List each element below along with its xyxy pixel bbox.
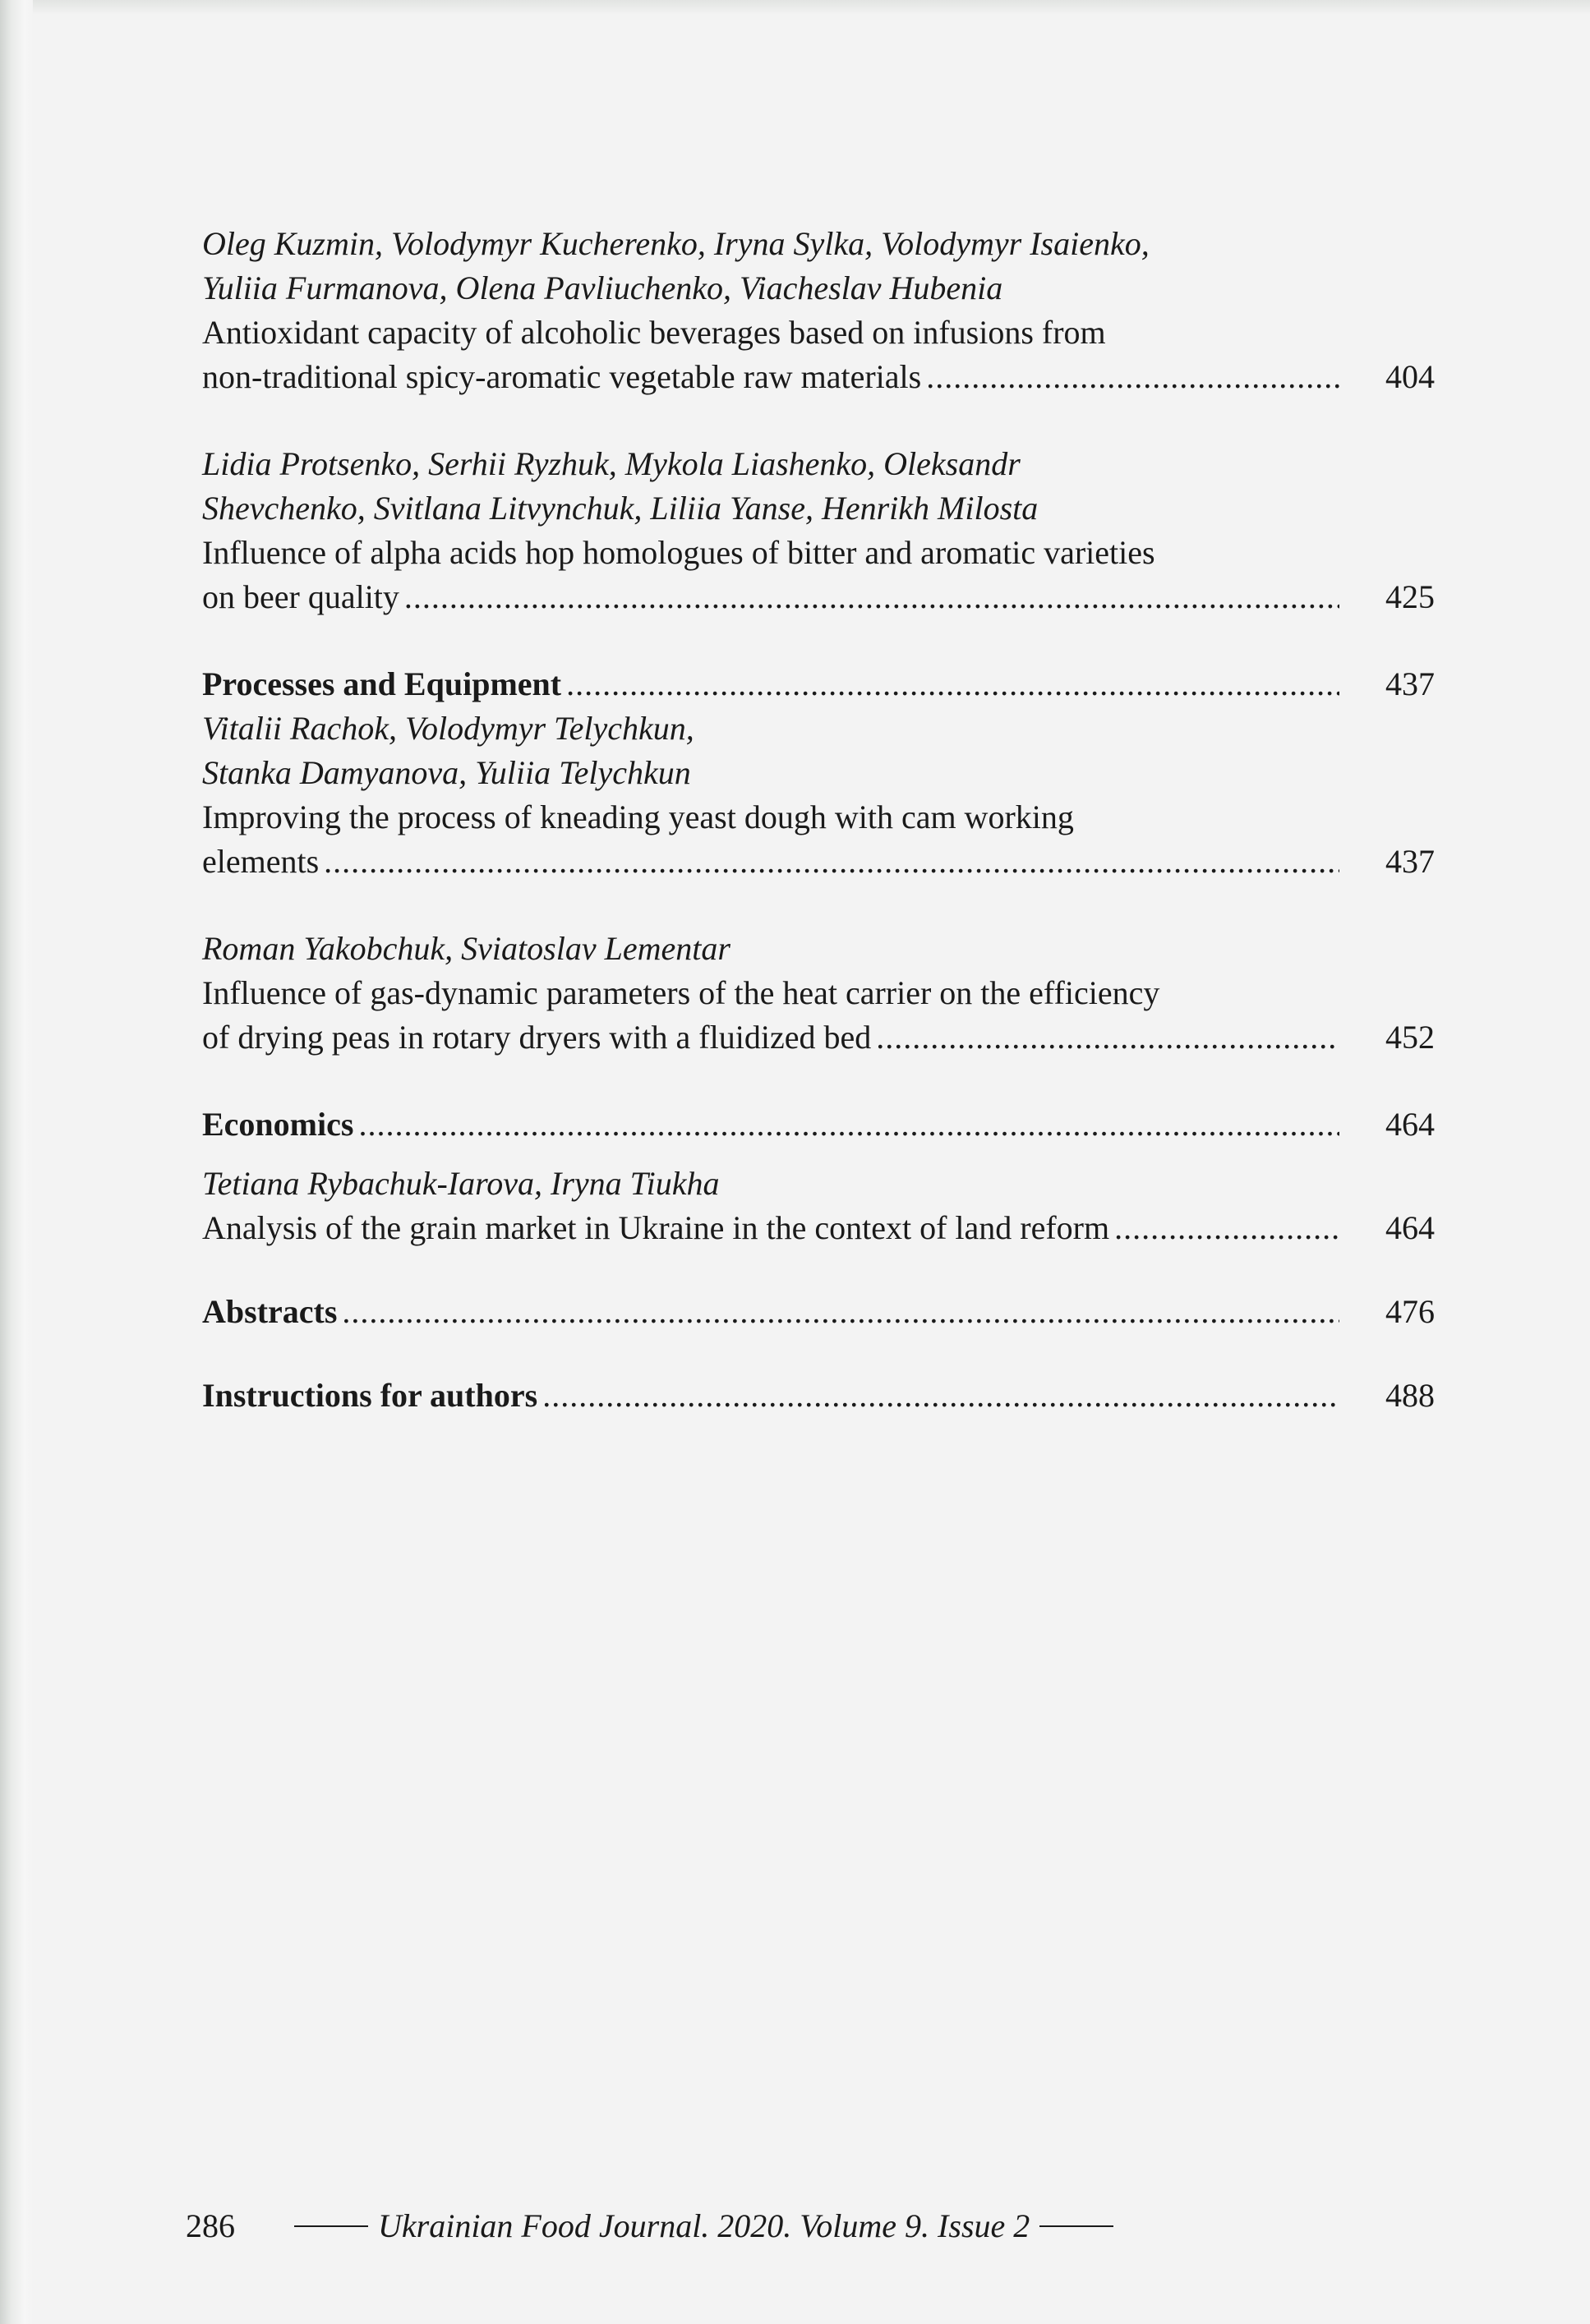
entry-title-line: Antioxidant capacity of alcoholic beverages based on infusions from xyxy=(202,314,1106,351)
footer-journal-title: Ukrainian Food Journal. 2020. Volume 9. Issue 2 xyxy=(378,2207,1030,2244)
toc-entry xyxy=(202,442,1435,619)
entry-authors xyxy=(202,706,1435,795)
footer-page-number: 286 xyxy=(186,2207,235,2244)
section-page-number: 476 xyxy=(1385,1293,1435,1330)
entry-title-text: of drying peas in rotary dryers with a fluidized bed xyxy=(202,1019,872,1056)
dot-leader xyxy=(876,1015,1339,1060)
footer-rule-right xyxy=(1039,2225,1113,2227)
section-label: Processes and Equipment xyxy=(202,665,562,702)
entry-title-line: Improving the process of kneading yeast dough with cam working xyxy=(202,798,1074,835)
authors-line: Shevchenko, Svitlana Litvynchuk, Liliia Yanse, Henrikh Milosta xyxy=(202,490,1039,527)
page-footer xyxy=(186,2207,1353,2245)
scan-edge-top xyxy=(0,0,1590,15)
dot-leader xyxy=(926,355,1339,399)
toc-entry xyxy=(202,222,1435,399)
section-page-number: 488 xyxy=(1385,1377,1435,1414)
entry-page-number: 437 xyxy=(1385,843,1435,880)
section-heading-processes xyxy=(202,662,1435,706)
toc-entry xyxy=(202,1162,1435,1250)
authors-line: Lidia Protsenko, Serhii Ryzhuk, Mykola Liashenko, Oleksandr xyxy=(202,445,1021,482)
entry-title-text: elements xyxy=(202,843,320,880)
entry-authors xyxy=(202,927,1435,971)
entry-title-text: Analysis of the grain market in Ukraine in the context of land reform xyxy=(202,1209,1110,1246)
footer-rule-left xyxy=(294,2225,368,2227)
dot-leader xyxy=(342,1290,1339,1334)
authors-line: Roman Yakobchuk, Sviatoslav Lementar xyxy=(202,930,730,967)
authors-line: Tetiana Rybachuk-Iarova, Iryna Tiukha xyxy=(202,1165,720,1202)
authors-line: Yuliia Furmanova, Olena Pavliuchenko, Viacheslav Hubenia xyxy=(202,269,1003,306)
entry-title-line: Influence of gas-dynamic parameters of the heat carrier on the efficiency xyxy=(202,974,1160,1011)
entry-page-number: 464 xyxy=(1385,1209,1435,1246)
scan-edge-left xyxy=(0,0,33,2324)
entry-title-last-line xyxy=(202,575,1435,619)
section-heading-instructions xyxy=(202,1374,1435,1418)
entry-title-last-line xyxy=(202,1015,1435,1060)
section-label: Economics xyxy=(202,1106,354,1143)
authors-line: Oleg Kuzmin, Volodymyr Kucherenko, Iryna Sylka, Volodymyr Isaienko, xyxy=(202,225,1150,262)
section-heading-abstracts xyxy=(202,1290,1435,1334)
entry-title-text: non-traditional spicy-aromatic vegetable raw materials xyxy=(202,358,922,395)
toc-entry xyxy=(202,706,1435,884)
entry-authors xyxy=(202,1162,1435,1206)
dot-leader xyxy=(566,662,1339,706)
dot-leader xyxy=(542,1374,1339,1418)
entry-title-last-line xyxy=(202,1206,1435,1250)
entry-authors xyxy=(202,222,1435,311)
table-of-contents xyxy=(202,222,1435,1418)
entry-page-number: 425 xyxy=(1385,578,1435,615)
entry-page-number: 404 xyxy=(1385,358,1435,395)
section-heading-economics xyxy=(202,1102,1435,1147)
dot-leader xyxy=(324,840,1339,884)
entry-title-last-line xyxy=(202,355,1435,399)
entry-title-text: on beer quality xyxy=(202,578,399,615)
authors-line: Stanka Damyanova, Yuliia Telychkun xyxy=(202,754,691,791)
dot-leader xyxy=(1114,1206,1339,1250)
entry-title-line: Influence of alpha acids hop homologues of bitter and aromatic varieties xyxy=(202,534,1155,571)
authors-line: Vitalii Rachok, Volodymyr Telychkun, xyxy=(202,710,694,747)
entry-title-last-line xyxy=(202,840,1435,884)
entry-authors xyxy=(202,442,1435,531)
section-label: Abstracts xyxy=(202,1293,338,1330)
section-page-number: 464 xyxy=(1385,1106,1435,1143)
section-label: Instructions for authors xyxy=(202,1377,538,1414)
dot-leader xyxy=(404,575,1339,619)
dot-leader xyxy=(358,1102,1339,1147)
entry-page-number: 452 xyxy=(1385,1019,1435,1056)
toc-entry xyxy=(202,927,1435,1060)
section-page-number: 437 xyxy=(1385,665,1435,702)
